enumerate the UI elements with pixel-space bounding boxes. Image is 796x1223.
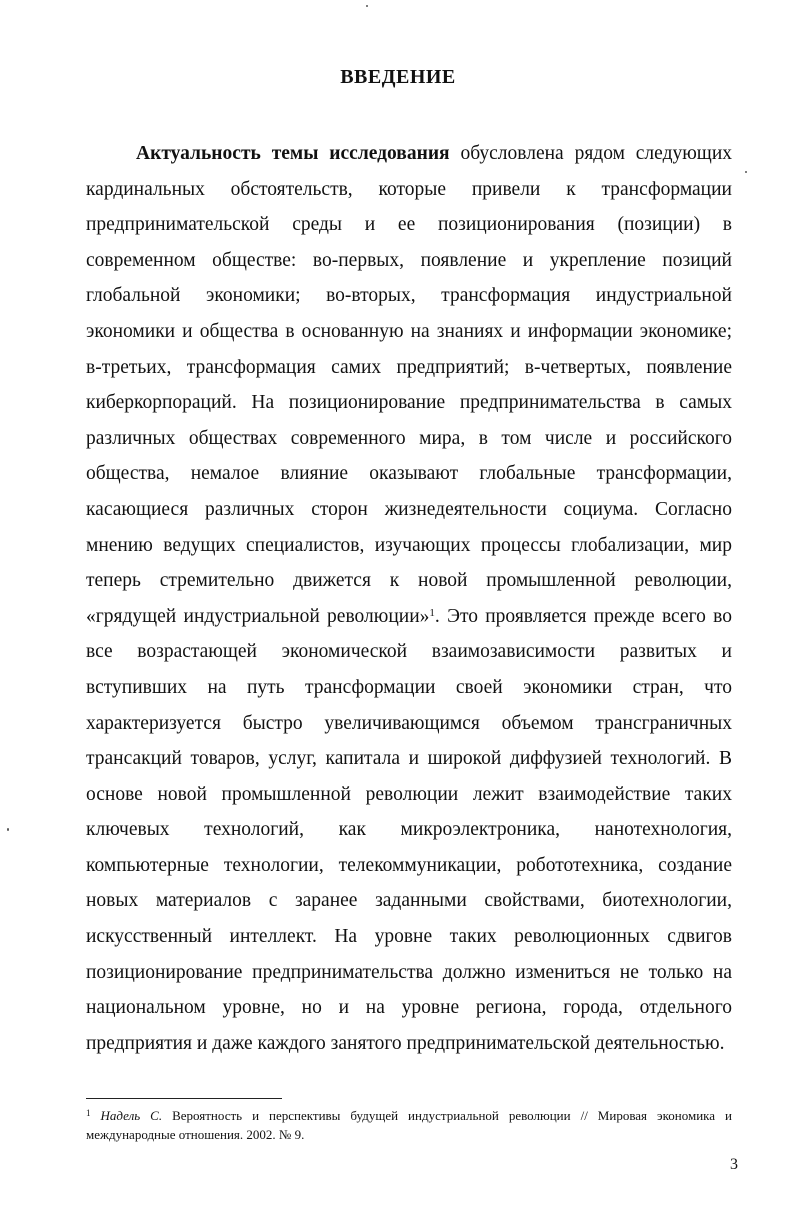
paragraph-part-2: . Это проявляется прежде всего во все возрастающей экономической взаимозависимости развитых и вступивших на путь трансформации своей экономики стран, что характеризуется быстро увеличивающимся объемом трансграничных трансакций товаров, услуг, капитала и широкой диффузией технологий. В основе новой промышленной революции лежит взаимодействие таких ключевых технологий, как микроэлектроника, нанотехнология, компьютерные технологии, телекоммуникации, робототехника, создание новых материалов с заранее заданными свойствами, биотехнологии, искусственный интеллект. На уровне таких революционных сдвигов позиционирование предпринимательства должно измениться не только на национальном уровне, но и на уровне региона, города, отдельного предприятия и даже каждого занятого предпринимательской деятельностью. — [86, 605, 732, 1054]
footnote-author: Надель С. — [100, 1108, 163, 1123]
footnote-reference: 1 — [429, 606, 435, 619]
footnote — [86, 1106, 732, 1144]
paragraph-part-1: обусловлена рядом следующих кардинальных обстоятельств, которые привели к трансформации предпринимательской среды и ее позиционирования (позиции) в современном обществе: во-первых, появление и укрепление позиций глобальной экономики; во-вторых, трансформация индустриальной экономики и общества в основанную на знаниях и информации экономике; в-третьих, трансформация самих предприятий; в-четвертых, появление киберкорпораций. На позиционирование предпринимательства в самых различных обществах современного мира, в том числе и российского общества, немалое влияние оказывают глобальные трансформации, касающиеся различных сторон жизнедеятельности социума. Согласно мнению ведущих специалистов, изучающих процессы глобализации, мир теперь стремительно движется к новой промышленной революции, «грядущей индустриальной революции» — [86, 143, 733, 627]
page-title: ВВЕДЕНИЕ — [340, 66, 456, 88]
main-paragraph — [86, 136, 732, 1061]
scan-speck-top — [366, 5, 368, 7]
footnote-text: Вероятность и перспективы будущей индустриальной революции // Мировая экономика и международные отношения. 2002. № 9. — [86, 1108, 733, 1142]
paragraph-lead: Актуальность темы исследования — [136, 143, 450, 164]
page-number: 3 — [730, 1156, 738, 1173]
paragraph-text — [86, 136, 732, 1061]
scan-speck-right — [745, 171, 747, 173]
footnote-divider — [86, 1098, 282, 1099]
footnote-marker: 1 — [86, 1108, 91, 1118]
scan-speck-left — [7, 828, 9, 831]
